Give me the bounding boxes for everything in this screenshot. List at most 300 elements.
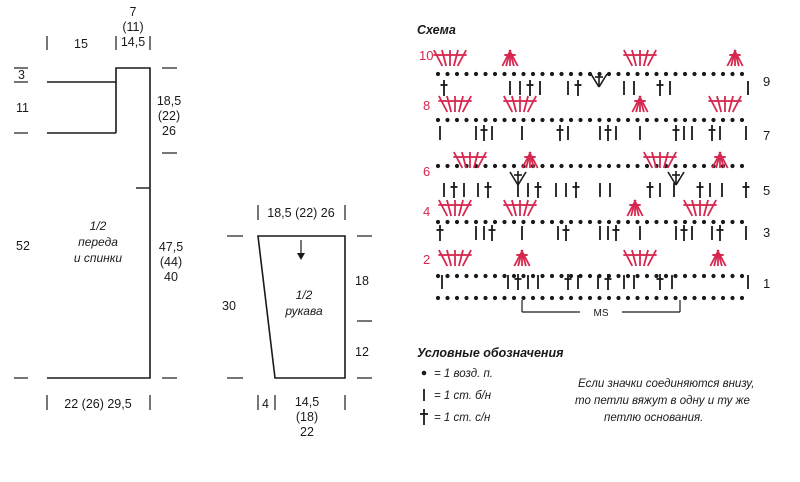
chain-dot: [569, 118, 572, 121]
chain-dot: [531, 72, 534, 75]
dc-stem: [684, 200, 692, 216]
dc-stitch: [452, 96, 459, 112]
dc-stitch: [447, 50, 454, 66]
legend-item-2: = 1 ст. б/н: [434, 390, 492, 402]
chain-dot: [721, 274, 724, 277]
dc-stitch: [623, 50, 632, 66]
chain-dot: [588, 118, 591, 121]
dc-stitch: [648, 50, 657, 66]
sleeve-bottom-3: 22: [300, 425, 314, 439]
chain-dot: [740, 72, 743, 75]
chain-dot: [712, 72, 715, 75]
dc-stem: [624, 250, 632, 266]
chain-dot: [503, 164, 506, 167]
chain-dot: [636, 164, 639, 167]
chain-dot: [588, 220, 591, 223]
chain-dot: [674, 72, 677, 75]
body-armhole-2: (22): [157, 109, 181, 123]
dc-stitch: [657, 80, 664, 96]
chain-dot: [531, 296, 534, 299]
legend-item-1: = 1 возд. п.: [434, 368, 494, 380]
chain-dot: [645, 274, 648, 277]
chain-dot: [446, 118, 449, 121]
dc-stitch: [681, 225, 688, 241]
body-side-1: 47,5: [158, 240, 184, 254]
dc-stitch: [463, 250, 472, 266]
chain-dot: [617, 164, 620, 167]
chain-dot: [664, 118, 667, 121]
dc-stem: [463, 200, 471, 216]
dot-icon: [422, 371, 427, 376]
dc-stem: [434, 50, 442, 66]
dc-stitch: [535, 182, 542, 198]
legend-title: Условные обозначения: [417, 346, 564, 360]
row-number-2: 2: [423, 252, 431, 267]
dc-stitch: [438, 96, 447, 112]
chain-dot: [465, 220, 468, 223]
row-number-6: 6: [423, 164, 431, 179]
dc-stitch: [708, 200, 717, 216]
body-side-2: (44): [159, 255, 183, 269]
chain-dot: [512, 220, 515, 223]
chain-dot: [731, 220, 734, 223]
chain-dot: [655, 220, 658, 223]
chain-dot: [484, 164, 487, 167]
sleeve-lower-height: 12: [355, 345, 369, 359]
chain-dot: [579, 118, 582, 121]
chain-dot: [626, 274, 629, 277]
dc-stitch: [673, 125, 680, 141]
dc-stitch: [557, 125, 564, 141]
row-number-8: 8: [423, 98, 431, 113]
chain-dot: [484, 220, 487, 223]
dc-stitch: [481, 125, 488, 141]
chain-dot: [446, 72, 449, 75]
chain-dot: [522, 274, 525, 277]
dc-stitch: [485, 182, 492, 198]
dc-stem: [632, 50, 636, 66]
body-label-2: переда: [78, 235, 118, 249]
chain-dot: [474, 118, 477, 121]
body-bottom-width: 22 (26) 29,5: [64, 397, 132, 411]
dc-stitch: [438, 200, 447, 216]
chain-dot: [550, 72, 553, 75]
chain-dot: [493, 164, 496, 167]
chain-dot: [693, 220, 696, 223]
dc-stem: [458, 50, 466, 66]
chain-dot: [588, 164, 591, 167]
dc-stem: [504, 200, 512, 216]
cluster-leg: [676, 172, 684, 185]
chain-dot: [674, 220, 677, 223]
cluster-leg: [518, 172, 526, 185]
row-number-4: 4: [423, 204, 431, 219]
chain-dot: [446, 296, 449, 299]
dc-stitch: [441, 80, 448, 96]
chain-dot: [455, 220, 458, 223]
legend-item-3: = 1 ст. с/н: [434, 412, 491, 424]
chain-dot: [702, 274, 705, 277]
chain-dot: [579, 296, 582, 299]
chain-dot: [569, 274, 572, 277]
chain-dot: [465, 72, 468, 75]
dc-stem: [512, 96, 516, 112]
row-number-7: 7: [763, 128, 771, 143]
chain-dot: [702, 220, 705, 223]
row-number-9: 9: [763, 74, 771, 89]
chain-dot: [721, 220, 724, 223]
row-number-10: 10: [419, 48, 434, 63]
dc-stitch: [637, 250, 644, 266]
body-total-height: 52: [16, 239, 30, 253]
body-armhole-1: 18,5: [156, 94, 182, 108]
chain-dot: [636, 296, 639, 299]
dc-stem: [708, 200, 716, 216]
dc-stitch: [452, 200, 459, 216]
chain-dot: [664, 274, 667, 277]
dc-stitch: [575, 80, 582, 96]
sleeve-label-1: 1/2: [295, 288, 313, 302]
chain-dot: [569, 296, 572, 299]
legend-note-3: петлю основания.: [604, 412, 704, 424]
chain-dot: [569, 164, 572, 167]
chain-dot: [683, 118, 686, 121]
chain-dot: [455, 296, 458, 299]
dc-stitch: [637, 50, 644, 66]
chain-dot: [693, 118, 696, 121]
chain-dot: [436, 274, 439, 277]
chain-dot: [541, 296, 544, 299]
chain-dot: [588, 296, 591, 299]
dc-stem: [733, 96, 741, 112]
dc-stem: [439, 96, 447, 112]
chain-dot: [503, 118, 506, 121]
dc-stitch: [605, 125, 612, 141]
dc-stitch: [563, 225, 570, 241]
chain-dot: [683, 274, 686, 277]
chain-dot: [674, 118, 677, 121]
dc-stem: [463, 250, 471, 266]
chain-dot: [493, 220, 496, 223]
chain-dot: [731, 274, 734, 277]
chain-dot: [683, 296, 686, 299]
dc-stem: [528, 96, 536, 112]
chain-dot: [740, 164, 743, 167]
chain-dot: [740, 296, 743, 299]
chain-dot: [446, 274, 449, 277]
chain-dot: [560, 220, 563, 223]
chain-dot: [702, 164, 705, 167]
chain-dot: [674, 296, 677, 299]
chain-dot: [645, 296, 648, 299]
dc-stem: [462, 152, 466, 168]
chain-dot: [493, 274, 496, 277]
chain-dot: [740, 274, 743, 277]
chain-dot: [512, 118, 515, 121]
body-armhole-3: 26: [162, 124, 176, 138]
chain-dot: [731, 296, 734, 299]
body-piece: [14, 5, 183, 411]
chain-dot: [683, 72, 686, 75]
chain-dot: [721, 72, 724, 75]
chain-dot: [579, 220, 582, 223]
chain-dot: [531, 274, 534, 277]
chain-dot: [683, 164, 686, 167]
chain-dot: [607, 118, 610, 121]
dc-stem: [442, 50, 446, 66]
chain-dot: [560, 274, 563, 277]
sleeve-bottom-1: 14,5: [294, 395, 320, 409]
chain-dot: [740, 220, 743, 223]
chain-dot: [702, 296, 705, 299]
chain-dot: [541, 72, 544, 75]
chain-dot: [636, 72, 639, 75]
chain-dot: [541, 118, 544, 121]
chain-dot: [550, 296, 553, 299]
dc-stem: [644, 50, 648, 66]
stitch-scheme: [417, 23, 770, 319]
chain-dot: [721, 118, 724, 121]
dc-stitch: [527, 80, 534, 96]
dc-stitch: [528, 200, 537, 216]
chain-dot: [569, 220, 572, 223]
chain-dot: [598, 164, 601, 167]
chain-dot: [465, 274, 468, 277]
chain-dot: [484, 274, 487, 277]
chain-dot: [522, 220, 525, 223]
chain-dot: [560, 296, 563, 299]
dc-stem: [512, 200, 516, 216]
row-number-3: 3: [763, 225, 771, 240]
dc-stem: [439, 200, 447, 216]
chain-dot: [702, 72, 705, 75]
chain-dot: [617, 296, 620, 299]
dc-stitch: [613, 225, 620, 241]
chain-dot: [664, 220, 667, 223]
chain-dot: [645, 72, 648, 75]
chain-dot: [550, 220, 553, 223]
dc-stem: [504, 96, 512, 112]
dc-stem: [648, 50, 656, 66]
chain-dot: [674, 274, 677, 277]
chain-dot: [655, 274, 658, 277]
chain-dot: [550, 164, 553, 167]
chain-dot: [465, 118, 468, 121]
dc-stem: [447, 200, 451, 216]
chain-dot: [522, 72, 525, 75]
chain-dot: [493, 118, 496, 121]
dc-stem: [704, 200, 708, 216]
chain-dot: [541, 220, 544, 223]
chain-dot: [617, 220, 620, 223]
arrow-down-icon: [297, 253, 305, 260]
chain-dot: [617, 274, 620, 277]
dc-stitch: [517, 200, 524, 216]
chain-dot: [740, 118, 743, 121]
chain-dot: [626, 296, 629, 299]
dc-stem: [439, 250, 447, 266]
dc-stitch: [648, 250, 657, 266]
dc-stitch: [452, 250, 459, 266]
body-shoulder-width-1: 7: [129, 5, 137, 19]
dc-stem: [459, 250, 463, 266]
dc-stem: [463, 96, 471, 112]
dc-stem: [692, 200, 696, 216]
chart-black-stitches: [436, 72, 749, 299]
chain-dot: [607, 164, 610, 167]
dc-stitch: [517, 96, 524, 112]
chain-dot: [588, 274, 591, 277]
chain-dot: [579, 164, 582, 167]
chain-dot: [693, 296, 696, 299]
chain-dot: [493, 296, 496, 299]
cluster-leg: [510, 172, 518, 185]
chain-dot: [455, 118, 458, 121]
chain-dot: [455, 164, 458, 167]
chain-dot: [636, 220, 639, 223]
body-top-width: 15: [74, 37, 88, 51]
chain-dot: [607, 220, 610, 223]
chain-dot: [550, 118, 553, 121]
sleeve-height: 30: [222, 299, 236, 313]
chain-dot: [607, 296, 610, 299]
chain-dot: [474, 296, 477, 299]
body-neck-depth: 11: [16, 101, 29, 115]
chain-dot: [484, 72, 487, 75]
chain-dot: [455, 274, 458, 277]
chain-dot: [474, 72, 477, 75]
chain-dot: [712, 118, 715, 121]
chain-dot: [636, 118, 639, 121]
dc-stitch: [458, 50, 467, 66]
dc-stitch: [697, 182, 704, 198]
dc-stitch: [433, 50, 442, 66]
dc-stem: [644, 250, 648, 266]
chain-dot: [721, 296, 724, 299]
chain-dot: [731, 118, 734, 121]
dc-stitch: [717, 225, 724, 241]
chain-dot: [503, 72, 506, 75]
chain-dot: [683, 220, 686, 223]
chain-dot: [702, 118, 705, 121]
right-row-numbers: [763, 74, 770, 291]
dc-stitch: [743, 182, 750, 198]
dc-stem: [717, 96, 721, 112]
chain-dot: [465, 296, 468, 299]
dc-stem: [447, 250, 451, 266]
chain-dot: [512, 274, 515, 277]
sleeve-top-width: 18,5 (22) 26: [267, 206, 335, 220]
chain-dot: [712, 296, 715, 299]
chain-dot: [484, 118, 487, 121]
dc-stitch: [463, 96, 472, 112]
chain-dot: [693, 72, 696, 75]
dc-stitch: [437, 225, 444, 241]
body-label-1: 1/2: [89, 219, 107, 233]
chain-dot: [655, 72, 658, 75]
chart-red-stitches: [433, 50, 742, 266]
chain-dot: [522, 118, 525, 121]
dc-stem: [528, 200, 536, 216]
chain-dot: [512, 72, 515, 75]
left-row-numbers: [419, 48, 433, 267]
dc-stem: [729, 96, 733, 112]
cluster-stitch: [510, 171, 526, 185]
dc-stem: [524, 200, 528, 216]
dc-stitch: [709, 125, 716, 141]
sleeve-bottom-2: (18): [295, 410, 319, 424]
double-crochet-icon: [420, 409, 428, 425]
dc-stem: [709, 96, 717, 112]
cluster-stitch: [591, 73, 607, 87]
dc-stem: [632, 250, 636, 266]
chain-dot: [664, 72, 667, 75]
chain-dot: [693, 274, 696, 277]
dc-stitch: [708, 96, 717, 112]
chain-dot: [484, 296, 487, 299]
legend: [417, 346, 754, 425]
dc-stitch: [573, 182, 580, 198]
chain-dot: [436, 164, 439, 167]
body-label-3: и спинки: [73, 251, 123, 265]
body-shoulder-width-3: 14,5: [120, 35, 146, 49]
chain-dot: [712, 220, 715, 223]
body-shoulder-width-2: (11): [122, 20, 144, 34]
chain-dot: [579, 72, 582, 75]
chain-dot: [503, 220, 506, 223]
row-number-1: 1: [763, 276, 771, 291]
chain-dot: [626, 72, 629, 75]
chain-dot: [655, 296, 658, 299]
chain-dot: [550, 274, 553, 277]
dc-stem: [624, 50, 632, 66]
chain-dot: [560, 118, 563, 121]
dc-stitch: [438, 250, 447, 266]
chain-dot: [503, 296, 506, 299]
chain-dot: [617, 118, 620, 121]
chain-dot: [712, 274, 715, 277]
repeat-label: MS: [593, 308, 609, 319]
chain-dot: [455, 72, 458, 75]
chain-dot: [493, 72, 496, 75]
dc-stitch: [623, 250, 632, 266]
legend-note-1: Если значки соединяются внизу,: [578, 378, 755, 390]
dc-stem: [652, 152, 656, 168]
chain-dot: [645, 220, 648, 223]
dc-stem: [648, 250, 656, 266]
chain-dot: [436, 72, 439, 75]
chain-dot: [645, 164, 648, 167]
dc-stitch: [647, 182, 654, 198]
chain-dot: [436, 220, 439, 223]
chain-dot: [655, 118, 658, 121]
chain-dot: [636, 274, 639, 277]
chain-dot: [436, 296, 439, 299]
cluster-stitch: [668, 171, 684, 185]
chain-dot: [664, 296, 667, 299]
chain-dot: [474, 274, 477, 277]
chain-dot: [598, 118, 601, 121]
cluster-leg: [591, 74, 599, 87]
chain-dot: [541, 164, 544, 167]
chain-dot: [579, 274, 582, 277]
body-shoulder-drop: 3: [18, 68, 25, 82]
chain-dot: [607, 72, 610, 75]
dc-stitch: [503, 200, 512, 216]
chain-dot: [674, 164, 677, 167]
sleeve-bottom-offset: 4: [262, 397, 269, 411]
chain-dot: [446, 164, 449, 167]
